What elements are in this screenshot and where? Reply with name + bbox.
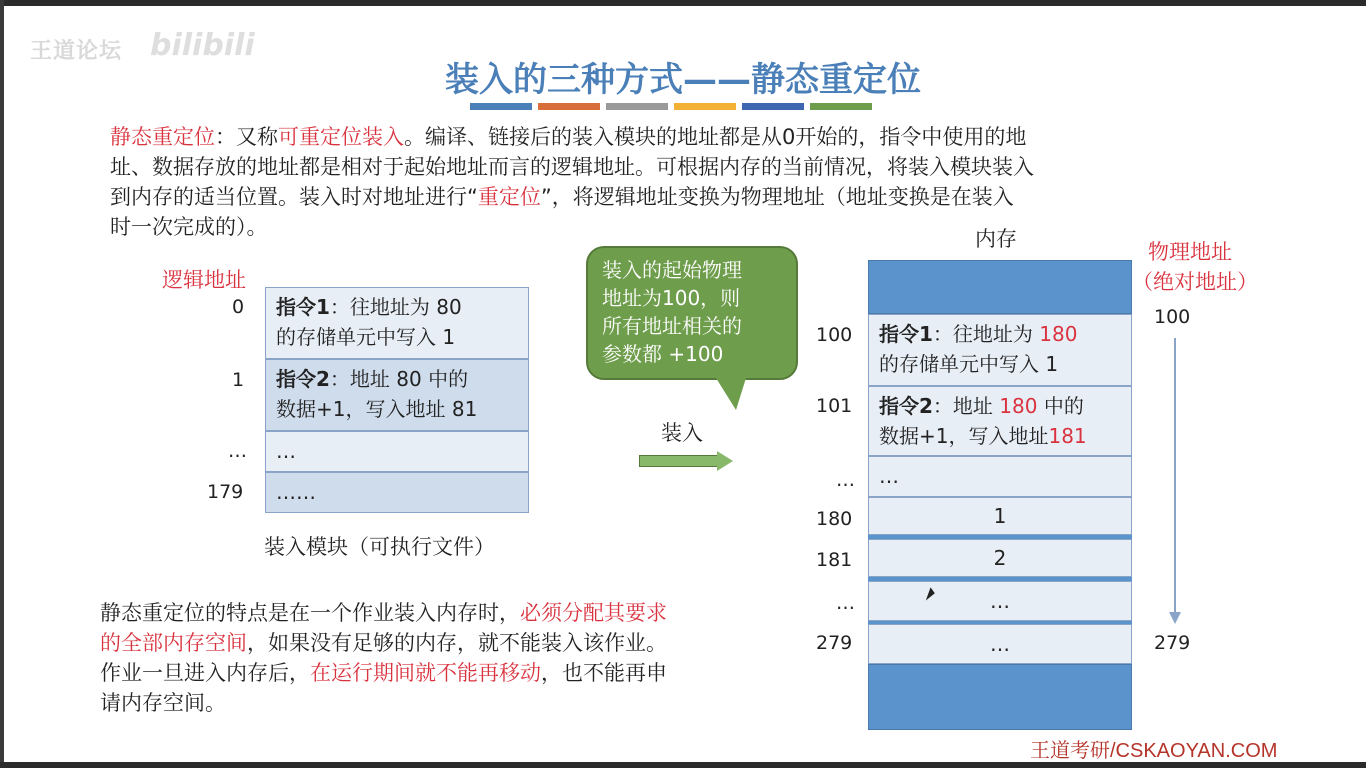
module-cell-instruction-1 [265,287,529,359]
para-highlight: 在运行期间就不能再移动 [310,661,541,685]
instruction-text: 数据+1，写入地址 81 [276,397,478,421]
memory-bottom-block [868,664,1132,730]
physical-address-180: 180 [816,508,853,530]
callout-line: 装入的起始物理 [602,258,742,282]
cell-text: 1 [993,504,1007,528]
footer-brand: 王道考研/CSKAOYAN.COM [1030,740,1278,762]
memory-cell-279 [868,624,1132,664]
intro-text: ：又称 [215,125,278,149]
physical-range-start: 100 [1154,306,1191,328]
callout-line: 参数都 +100 [602,342,724,366]
physical-address-100: 100 [816,324,853,346]
module-cell-instruction-2 [265,359,529,431]
para-highlight: 的全部内存空间 [100,631,247,655]
callout-bubble [586,246,798,380]
intro-text: 到内存的适当位置。装入时对地址进行“ [110,185,478,209]
range-arrow-down-icon [1169,612,1181,624]
intro-text: ”，将逻辑地址变换为物理地址（地址变换是在装入 [540,185,1014,209]
module-cell-last [265,472,529,513]
instruction-text: ：往地址为 [932,322,1040,346]
memory-cell-instruction-1 [868,314,1132,386]
callout-line: 地址为100，则 [602,286,741,310]
physical-address-label: 物理地址 [1148,240,1232,264]
cell-text: … [276,439,296,463]
logical-address-ellipsis: … [228,440,247,462]
title-stripe-yellow [674,103,736,110]
physical-address-101: 101 [816,395,853,417]
para-text: ，也不能再申 [541,661,667,685]
cell-text: 2 [993,546,1007,570]
instruction-text: 数据+1，写入地址 [879,424,1049,448]
module-caption: 装入模块（可执行文件） [264,535,495,559]
physical-address-ellipsis: … [836,469,855,491]
window-frame-top [0,0,1366,6]
absolute-address-label: （绝对地址） [1132,270,1258,294]
instruction-text: ：地址 80 中的 [329,367,469,391]
physical-address-279: 279 [816,632,853,654]
term-relocatable-loading: 可重定位装入 [278,125,404,149]
title-stripe-orange [538,103,600,110]
bilibili-logo: bilibili [150,28,255,63]
instruction-label: 指令2 [276,367,330,391]
instruction-label: 指令2 [879,394,933,418]
relocated-address: 180 [1039,322,1078,346]
physical-address-181: 181 [816,549,853,571]
logical-address-label: 逻辑地址 [162,268,246,292]
instruction-label: 指令1 [276,295,330,319]
characteristics-paragraph [100,598,800,718]
logical-address-1: 1 [232,369,245,391]
load-label: 装入 [661,421,703,445]
instruction-text: 的存储单元中写入 1 [276,325,456,349]
para-highlight: 必须分配其要求 [520,601,667,625]
logical-address-179: 179 [207,481,244,503]
cell-text: … [990,632,1010,656]
cell-text: … [879,464,899,488]
memory-cell-instruction-2 [868,386,1132,456]
callout-tail [716,378,746,410]
title-stripe-darkblue [742,103,804,110]
intro-paragraph [110,122,1240,242]
cell-text: … [990,589,1010,613]
instruction-text: 中的 [1037,394,1084,418]
para-text: ，如果没有足够的内存，就不能装入该作业。 [247,631,667,655]
relocated-address: 181 [1048,424,1087,448]
term-relocation: 重定位 [477,185,541,209]
para-text: 静态重定位的特点是在一个作业装入内存时， [100,601,520,625]
logical-address-0: 0 [232,296,245,318]
relocated-address: 180 [999,394,1038,418]
cell-text: …… [276,480,316,504]
memory-cell-ellipsis [868,456,1132,497]
instruction-text: 的存储单元中写入 1 [879,352,1059,376]
term-static-relocation: 静态重定位 [110,125,215,149]
instruction-text: ：往地址为 80 [329,295,462,319]
callout-line: 所有地址相关的 [602,314,742,338]
para-text: 作业一旦进入内存后， [100,661,310,685]
intro-text: 。编译、链接后的装入模块的地址都是从0开始的，指令中使用的地 [404,125,1027,149]
title-stripe-blue [470,103,532,110]
watermark-text: 王道论坛 [30,39,123,64]
para-text: 请内存空间。 [100,691,226,715]
title-stripe-green [810,103,872,110]
window-frame-bottom [0,762,1366,768]
physical-address-ellipsis-2: … [836,592,855,614]
memory-cell-ellipsis-2 [868,581,1132,621]
instruction-text: ：地址 [932,394,1000,418]
physical-range-end: 279 [1154,632,1191,654]
instruction-label: 指令1 [879,322,933,346]
memory-title: 内存 [975,227,1017,251]
range-arrow-line [1174,338,1176,618]
load-arrow-head-icon [717,451,733,471]
load-arrow-icon [639,455,719,467]
intro-line-4: 时一次完成的）。 [110,215,268,239]
module-cell-ellipsis [265,431,529,472]
intro-line-2: 址、数据存放的地址都是相对于起始地址而言的逻辑地址。可根据内存的当前情况，将装入模块装入 [110,155,1034,179]
memory-cell-180 [868,497,1132,535]
slide-title: 装入的三种方式——静态重定位 [445,60,921,100]
window-frame-left [0,0,4,768]
memory-top-block [868,260,1132,314]
title-stripe-gray [606,103,668,110]
memory-cell-181 [868,539,1132,577]
